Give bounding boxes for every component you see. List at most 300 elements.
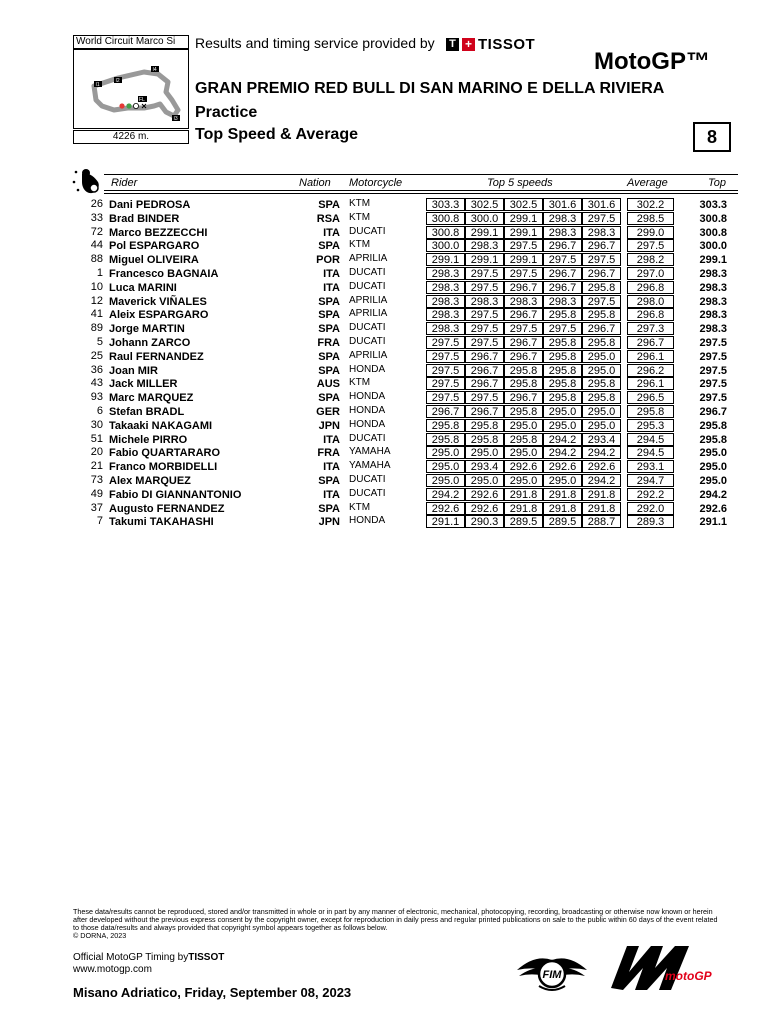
top-speed: 296.7: [699, 406, 727, 418]
speed-cell: 295.0: [582, 350, 621, 363]
top-speed: 298.3: [699, 323, 727, 336]
rider-nation: SPA: [318, 392, 340, 405]
speed-cell: 296.7: [504, 308, 543, 321]
average-speed: 296.2: [627, 364, 674, 377]
rider-name: Pol ESPARGARO: [109, 240, 200, 253]
disclaimer-text: These data/results cannot be reproduced, stored and/or transmitted in whole or in part by any manner of electronic, mechanical, photocopying, recording, broadcasting or otherwise now known or herein after developed without the previous express consent by the copyright owner, except for reproduction in daily press and regular printed publications on sale to the public within 60 days of the event related to those data/results and always provided that copyright symbol appears together as follows below.: [73, 907, 718, 932]
speed-cell: 291.8: [504, 488, 543, 501]
col-header-top5: Top 5 speeds: [487, 177, 553, 189]
rider-motorcycle: HONDA: [349, 391, 386, 403]
rider-motorcycle: HONDA: [349, 418, 386, 430]
speed-cell: 297.5: [543, 253, 582, 266]
rider-motorcycle: APRILIA: [349, 349, 388, 361]
speed-cell: 292.6: [582, 460, 621, 473]
average-speed: 296.1: [627, 377, 674, 390]
speed-cell: 298.3: [543, 226, 582, 239]
speed-cell: 301.6: [582, 198, 621, 211]
speed-cell: 296.7: [465, 405, 504, 418]
speed-cell: 295.0: [582, 364, 621, 377]
speed-cell: 300.8: [426, 212, 465, 225]
top-speed: 298.3: [699, 295, 727, 308]
official-prefix: Official MotoGP Timing by: [73, 952, 189, 963]
speed-cell: 298.3: [465, 295, 504, 308]
event-title: GRAN PREMIO RED BULL DI SAN MARINO E DELLA RIVIERA: [195, 80, 665, 97]
table-row: [0, 336, 768, 350]
speed-cell: 289.5: [504, 515, 543, 528]
rider-nation: SPA: [318, 199, 340, 211]
rider-name: Fabio QUARTARARO: [109, 447, 221, 460]
rider-name: Alex MARQUEZ: [109, 475, 191, 487]
speed-cell: 295.8: [543, 377, 582, 390]
speed-cell: 293.4: [582, 433, 621, 446]
rider-nation: RSA: [316, 212, 340, 225]
speed-cell: 295.0: [426, 460, 465, 473]
rider-name: Takumi TAKAHASHI: [109, 516, 214, 529]
rider-nation: FRA: [317, 447, 340, 460]
svg-text:I4: I4: [152, 67, 157, 73]
rider-number: 88: [90, 253, 103, 266]
table-row: [0, 308, 768, 322]
svg-text:motoGP: motoGP: [665, 969, 712, 983]
speed-cell: 298.3: [504, 295, 543, 308]
rider-nation: ITA: [323, 433, 340, 446]
website-link[interactable]: www.motogp.com: [73, 964, 152, 975]
average-speed: 296.8: [627, 281, 674, 294]
speed-cell: 295.0: [504, 446, 543, 459]
location-date: Misano Adriatico, Friday, September 08, 2023: [73, 985, 352, 1000]
speed-cell: 296.7: [582, 267, 621, 280]
rider-number: 93: [90, 391, 103, 404]
speed-cell: 295.8: [543, 336, 582, 349]
speed-cell: 296.7: [504, 281, 543, 294]
col-header-top: Top: [708, 177, 726, 189]
speed-cell: 296.7: [543, 239, 582, 252]
top-speed: 300.8: [699, 212, 727, 225]
rider-nation: ITA: [323, 226, 340, 239]
session-name: Practice: [195, 104, 258, 121]
speed-cell: 302.5: [504, 198, 543, 211]
page-number: 8: [693, 122, 731, 152]
speed-cell: 297.5: [465, 267, 504, 280]
col-header-nation: Nation: [299, 177, 331, 189]
top-speed: 297.5: [699, 392, 727, 405]
speed-cell: 297.5: [543, 322, 582, 335]
col-header-motorcycle: Motorcycle: [349, 177, 403, 189]
speed-cell: 295.8: [465, 419, 504, 432]
rider-name: Luca MARINI: [109, 281, 177, 294]
speed-cell: 295.8: [543, 308, 582, 321]
speed-cell: 298.3: [465, 239, 504, 252]
average-speed: 299.0: [627, 226, 674, 239]
speed-cell: 301.6: [543, 198, 582, 211]
col-header-rider: Rider: [111, 177, 138, 189]
svg-text:I1: I1: [95, 82, 100, 88]
table-row: [0, 364, 768, 378]
speed-cell: 296.7: [582, 322, 621, 335]
speed-cell: 291.8: [543, 488, 582, 501]
top-speed: 303.3: [699, 199, 727, 211]
average-speed: 298.0: [627, 295, 674, 308]
rider-number: 6: [96, 405, 103, 417]
tissot-logo: [446, 37, 535, 51]
rider-motorcycle: DUCATI: [349, 322, 386, 334]
rider-nation: AUS: [316, 378, 340, 391]
speed-cell: 295.8: [504, 364, 543, 377]
rider-name: Francesco BAGNAIA: [109, 268, 219, 280]
speed-cell: 294.2: [582, 474, 621, 487]
rider-motorcycle: KTM: [349, 377, 371, 389]
top-speed: 297.5: [699, 350, 727, 363]
average-speed: 302.2: [627, 198, 674, 211]
speed-cell: 297.5: [465, 322, 504, 335]
speed-cell: 297.5: [504, 239, 543, 252]
rider-nation: ITA: [323, 461, 340, 474]
speed-cell: 298.3: [426, 295, 465, 308]
speed-cell: 296.7: [543, 267, 582, 280]
speed-cell: 295.8: [426, 419, 465, 432]
rider-motorcycle: DUCATI: [349, 225, 386, 237]
average-speed: 297.3: [627, 322, 674, 335]
speed-cell: 297.5: [426, 350, 465, 363]
speed-cell: 295.8: [582, 281, 621, 294]
speed-cell: 300.0: [426, 239, 465, 252]
table-row: [0, 267, 768, 281]
speed-cell: 295.0: [582, 419, 621, 432]
speed-cell: 299.1: [504, 212, 543, 225]
top-speed: 299.1: [699, 254, 727, 267]
tissot-wordmark: TISSOT: [478, 35, 536, 53]
white-light-icon: [133, 103, 138, 108]
average-speed: 294.7: [627, 474, 674, 487]
speed-cell: 299.1: [504, 226, 543, 239]
table-row: [0, 212, 768, 226]
rider-number: 10: [90, 280, 103, 293]
rider-motorcycle: DUCATI: [349, 487, 386, 499]
rider-nation: SPA: [318, 350, 340, 363]
table-row: [0, 295, 768, 309]
speed-cell: 295.8: [504, 405, 543, 418]
motorcycle-rider-icon: [72, 166, 104, 196]
speed-cell: 295.8: [582, 391, 621, 404]
red-light-icon: [119, 103, 124, 108]
speed-cell: 294.2: [582, 446, 621, 459]
speed-cell: 296.7: [543, 281, 582, 294]
average-speed: 296.5: [627, 391, 674, 404]
table-row: [0, 198, 768, 212]
table-row: [0, 377, 768, 391]
rider-name: Stefan BRADL: [109, 406, 185, 418]
speed-cell: 296.7: [582, 239, 621, 252]
rider-motorcycle: DUCATI: [349, 336, 386, 347]
rider-number: 44: [90, 239, 103, 252]
rider-number: 72: [90, 225, 103, 238]
table-row: [0, 239, 768, 253]
rider-number: 20: [90, 446, 103, 459]
speed-cell: 295.8: [582, 336, 621, 349]
timing-provider-text: Results and timing service provided by: [195, 35, 435, 51]
speed-cell: 295.8: [465, 433, 504, 446]
track-map: [73, 49, 189, 129]
rider-name: Marco BEZZECCHI: [109, 226, 208, 239]
speed-cell: 297.5: [426, 364, 465, 377]
svg-text:FIM: FIM: [542, 969, 562, 981]
top-speed: 298.3: [699, 281, 727, 294]
rider-nation: ITA: [323, 268, 340, 280]
rider-nation: SPA: [318, 323, 340, 336]
top-speed: 295.0: [699, 461, 727, 474]
rider-name: Joan MIR: [109, 364, 158, 377]
speed-cell: 297.5: [465, 281, 504, 294]
green-light-icon: [126, 103, 131, 108]
speed-cell: 296.7: [504, 391, 543, 404]
speed-cell: 295.0: [504, 474, 543, 487]
table-row: [0, 405, 768, 419]
speed-cell: 295.0: [465, 446, 504, 459]
rider-name: Marc MARQUEZ: [109, 392, 194, 405]
svg-text:FL: FL: [139, 97, 145, 103]
speed-cell: 291.8: [504, 502, 543, 515]
fim-logo-icon: [515, 950, 589, 994]
average-speed: 292.2: [627, 488, 674, 501]
average-speed: 294.5: [627, 446, 674, 459]
top-speed: 297.5: [699, 364, 727, 377]
rider-motorcycle: YAMAHA: [349, 446, 391, 458]
speed-cell: 296.7: [465, 350, 504, 363]
circuit-name-label: World Circuit Marco Si: [73, 35, 189, 49]
rider-number: 5: [96, 336, 103, 348]
speed-cell: 291.8: [582, 488, 621, 501]
table-row: [0, 460, 768, 474]
average-speed: 295.8: [627, 405, 674, 418]
speed-cell: 295.0: [465, 474, 504, 487]
top-speed: 297.5: [699, 378, 727, 391]
rider-motorcycle: DUCATI: [349, 267, 386, 278]
rider-name: Brad BINDER: [109, 212, 180, 225]
speed-cell: 297.5: [426, 336, 465, 349]
speed-cell: 295.8: [426, 433, 465, 446]
rider-motorcycle: KTM: [349, 198, 371, 209]
speed-cell: 292.6: [426, 502, 465, 515]
speed-cell: 295.8: [543, 350, 582, 363]
rider-number: 12: [90, 294, 103, 307]
speed-cell: 295.8: [543, 364, 582, 377]
tissot-t-icon: T: [446, 38, 459, 51]
rider-nation: JPN: [318, 516, 340, 529]
rider-number: 73: [90, 474, 103, 486]
speed-cell: 298.3: [426, 267, 465, 280]
speed-cell: 295.8: [504, 377, 543, 390]
brand-title: MotoGP™: [594, 48, 710, 75]
rider-number: 51: [90, 432, 103, 445]
swiss-cross-icon: +: [462, 38, 475, 51]
top-speed: 291.1: [699, 516, 727, 529]
top-speed: 300.0: [699, 240, 727, 253]
speed-cell: 296.7: [465, 377, 504, 390]
rider-nation: SPA: [318, 502, 340, 515]
table-row: [0, 433, 768, 447]
speed-cell: 295.0: [426, 446, 465, 459]
motogp-logo-icon: [605, 938, 715, 996]
rider-nation: SPA: [318, 475, 340, 487]
average-speed: 289.3: [627, 515, 674, 528]
speed-cell: 291.1: [426, 515, 465, 528]
speed-cell: 297.5: [582, 253, 621, 266]
speed-cell: 297.5: [582, 212, 621, 225]
rider-name: Maverick VIÑALES: [109, 295, 207, 308]
table-row: [0, 446, 768, 460]
speed-cell: 297.5: [465, 308, 504, 321]
rider-name: Takaaki NAKAGAMI: [109, 419, 213, 432]
track-outline-icon: [74, 50, 188, 128]
speed-cell: 294.2: [543, 433, 582, 446]
table-row: [0, 515, 768, 529]
speed-cell: 298.3: [582, 226, 621, 239]
rider-name: Raul FERNANDEZ: [109, 350, 204, 363]
rider-motorcycle: KTM: [349, 501, 371, 513]
table-row: [0, 419, 768, 433]
speed-cell: 294.2: [543, 446, 582, 459]
rider-nation: SPA: [318, 295, 340, 308]
rider-motorcycle: KTM: [349, 211, 371, 223]
speed-cell: 295.0: [582, 405, 621, 418]
speed-cell: 292.6: [504, 460, 543, 473]
speed-cell: 295.0: [543, 405, 582, 418]
rider-name: Franco MORBIDELLI: [109, 461, 218, 474]
table-rule-bottom: [104, 193, 738, 194]
speed-cell: 300.8: [426, 226, 465, 239]
speed-cell: 297.5: [465, 336, 504, 349]
average-speed: 294.5: [627, 433, 674, 446]
speed-cell: 298.3: [543, 212, 582, 225]
top-speed: 295.0: [699, 447, 727, 460]
average-speed: 295.3: [627, 419, 674, 432]
top-speed: 294.2: [699, 488, 727, 501]
speed-cell: 293.4: [465, 460, 504, 473]
rider-motorcycle: APRILIA: [349, 253, 388, 265]
speed-cell: 298.3: [426, 322, 465, 335]
average-speed: 297.5: [627, 239, 674, 252]
average-speed: 293.1: [627, 460, 674, 473]
table-rule-top: [104, 174, 738, 175]
speed-cell: 296.7: [504, 336, 543, 349]
average-speed: 298.5: [627, 212, 674, 225]
rider-motorcycle: APRILIA: [349, 294, 388, 306]
top-speed: 300.8: [699, 226, 727, 239]
rider-nation: SPA: [318, 240, 340, 253]
speed-cell: 291.8: [582, 502, 621, 515]
rider-name: Jack MILLER: [109, 378, 178, 391]
rider-name: Dani PEDROSA: [109, 199, 191, 211]
speed-cell: 297.5: [426, 391, 465, 404]
disclaimer: [73, 908, 718, 940]
rider-number: 41: [90, 308, 103, 321]
speed-cell: 299.1: [426, 253, 465, 266]
rider-motorcycle: HONDA: [349, 515, 386, 527]
rider-nation: JPN: [318, 419, 340, 432]
average-speed: 296.8: [627, 308, 674, 321]
rider-name: Augusto FERNANDEZ: [109, 502, 225, 515]
speed-cell: 297.5: [504, 322, 543, 335]
speed-cell: 299.1: [465, 226, 504, 239]
rider-nation: FRA: [317, 337, 340, 349]
speed-cell: 295.8: [582, 308, 621, 321]
rider-nation: SPA: [318, 309, 340, 322]
speed-cell: 296.7: [504, 350, 543, 363]
average-speed: 298.2: [627, 253, 674, 266]
rider-nation: GER: [316, 406, 340, 418]
table-row: [0, 322, 768, 336]
table-row: [0, 226, 768, 240]
rider-name: Jorge MARTIN: [109, 323, 185, 336]
speed-cell: 295.0: [543, 419, 582, 432]
speed-cell: 295.0: [543, 474, 582, 487]
official-timing-text: [73, 952, 224, 963]
rider-number: 26: [90, 198, 103, 210]
rider-number: 43: [90, 377, 103, 390]
speed-cell: 288.7: [582, 515, 621, 528]
col-header-average: Average: [627, 177, 668, 189]
speed-cell: 292.6: [465, 488, 504, 501]
speed-cell: 296.7: [426, 405, 465, 418]
rider-nation: ITA: [323, 281, 340, 294]
rider-number: 49: [90, 487, 103, 500]
official-brand: TISSOT: [188, 952, 225, 963]
top-speed: 292.6: [699, 502, 727, 515]
rider-number: 30: [90, 418, 103, 431]
speed-cell: 297.5: [582, 295, 621, 308]
rider-motorcycle: HONDA: [349, 405, 386, 416]
rider-name: Johann ZARCO: [109, 337, 191, 349]
table-rule-mid: [104, 190, 738, 191]
table-row: [0, 253, 768, 267]
top-speed: 295.8: [699, 419, 727, 432]
rider-number: 37: [90, 501, 103, 514]
top-speed: 295.8: [699, 433, 727, 446]
average-speed: 296.1: [627, 350, 674, 363]
table-row: [0, 281, 768, 295]
rider-motorcycle: KTM: [349, 239, 371, 251]
rider-motorcycle: DUCATI: [349, 280, 386, 292]
speed-cell: 289.5: [543, 515, 582, 528]
top-speed: 298.3: [699, 309, 727, 322]
speed-cell: 292.6: [543, 460, 582, 473]
rider-nation: SPA: [318, 364, 340, 377]
speed-cell: 299.1: [465, 253, 504, 266]
rider-nation: POR: [316, 254, 340, 267]
rider-number: 7: [96, 515, 103, 528]
speed-cell: 296.7: [465, 364, 504, 377]
svg-text:I2: I2: [115, 78, 120, 84]
rider-motorcycle: HONDA: [349, 363, 386, 375]
speed-cell: 298.3: [426, 308, 465, 321]
speed-cell: 295.0: [504, 419, 543, 432]
table-row: [0, 488, 768, 502]
top-speed: 295.0: [699, 475, 727, 487]
average-speed: 297.0: [627, 267, 674, 280]
top-speed: 298.3: [699, 268, 727, 280]
rider-number: 33: [90, 211, 103, 224]
rider-motorcycle: YAMAHA: [349, 460, 391, 472]
track-length: 4226 m.: [73, 130, 189, 144]
speed-cell: 297.5: [504, 267, 543, 280]
average-speed: 296.7: [627, 336, 674, 349]
speed-cell: 291.8: [543, 502, 582, 515]
rider-motorcycle: DUCATI: [349, 474, 386, 485]
speed-cell: 299.1: [504, 253, 543, 266]
rider-motorcycle: APRILIA: [349, 308, 388, 320]
rider-number: 25: [90, 349, 103, 362]
speed-cell: 297.5: [426, 377, 465, 390]
